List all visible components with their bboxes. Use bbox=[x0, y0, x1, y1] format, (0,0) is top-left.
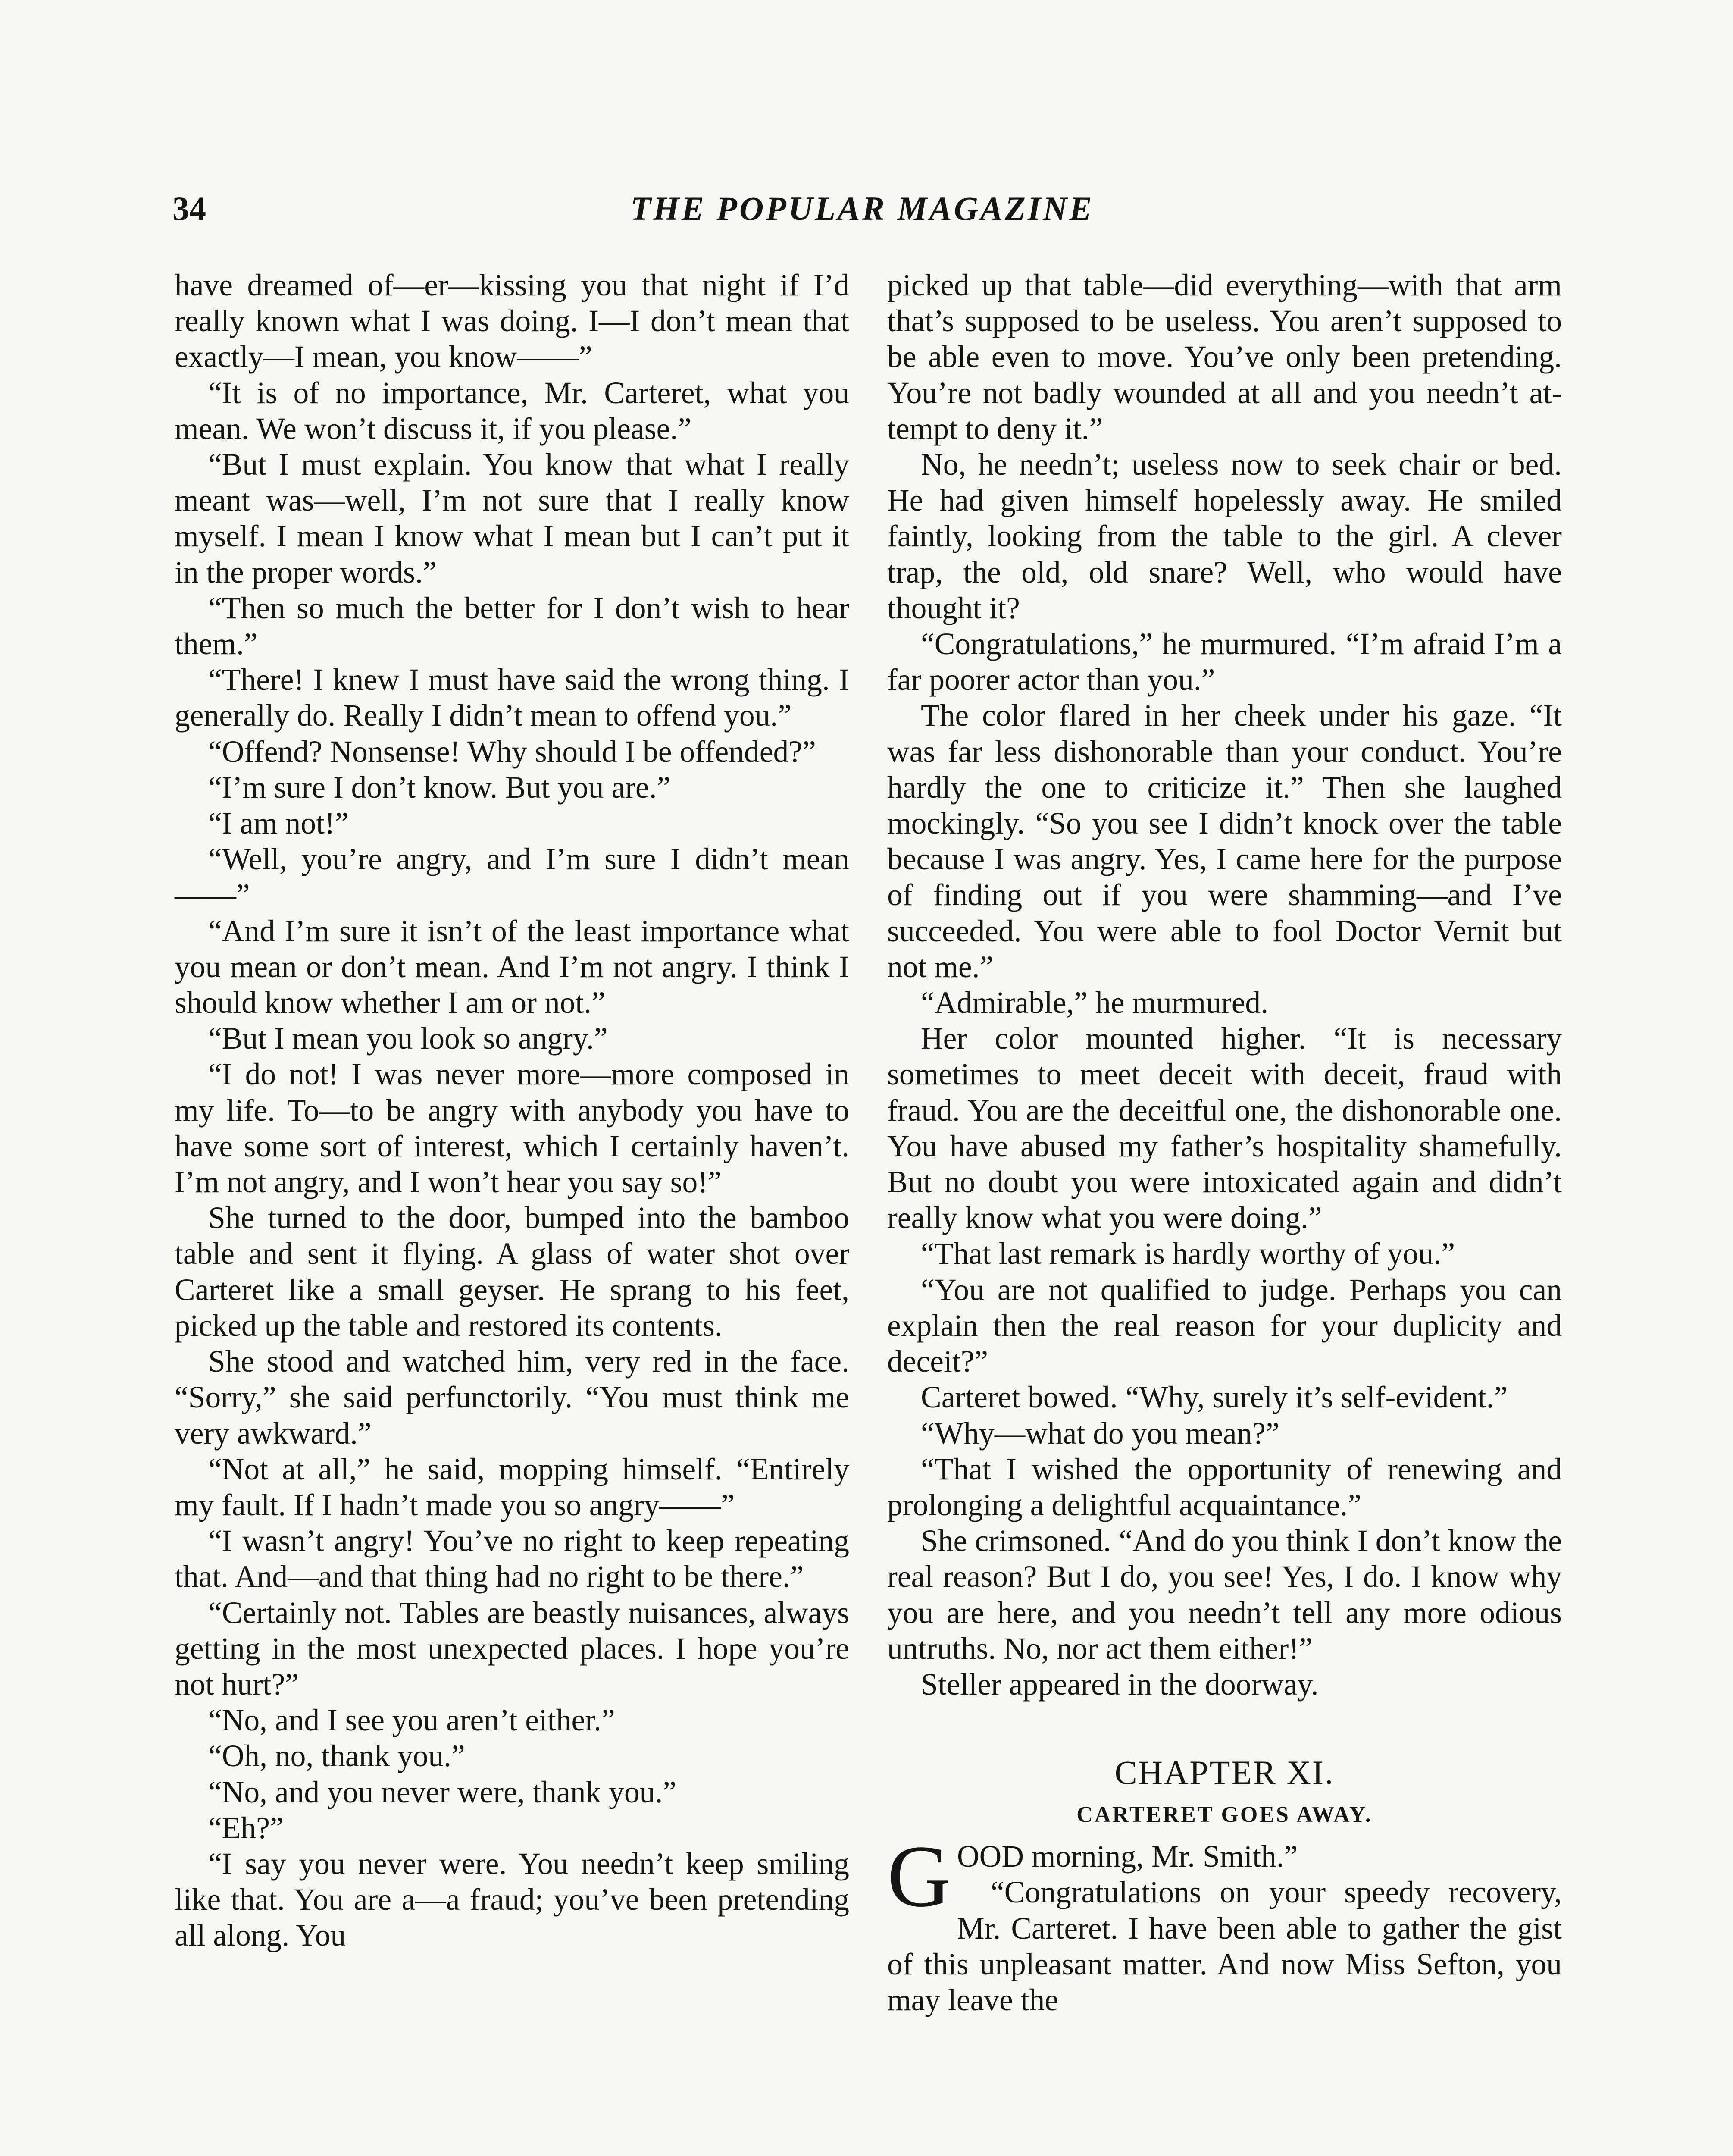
paragraph: “It is of no importance, Mr. Carteret, what you mean. We won’t discuss it, if you please.” bbox=[175, 376, 849, 446]
chapter-subtitle: CARTERET GOES AWAY. bbox=[1076, 1802, 1373, 1827]
paragraph: “Why—what do you mean?” bbox=[921, 1416, 1279, 1451]
paragraph: “I do not! I was never more—more composed in my life. To—to be angry with anybody you have to have some sort of interest, which I certainly haven’t. I’m not angry, and I won’t hear you say so!” bbox=[175, 1057, 849, 1200]
paragraph: “Not at all,” he said, mopping himself. “Entirely my fault. If I hadn’t made you so angry——” bbox=[175, 1452, 849, 1522]
paragraph: The color flared in her cheek under his gaze. “It was far less dishonorable than your conduct. You’re hardly the one to criticize it.” Then she laughed mockingly. “So you see I didn’t knock over the table because I was angry. Yes, I came here for the purpose of finding out if you were shamming—and I’ve succeeded. You were able to fool Doctor Vernit but not me.” bbox=[887, 699, 1562, 984]
paragraph: She crimsoned. “And do you think I don’t know the real reason? But I do, you see! Yes, I do. I know why you are here, and you needn’t tell any more odious untruths. No, nor act them either!” bbox=[887, 1524, 1562, 1666]
right-column bbox=[887, 267, 1562, 2018]
paragraph: Steller appeared in the doorway. bbox=[921, 1667, 1319, 1702]
paragraph: “Oh, no, thank you.” bbox=[208, 1739, 465, 1774]
paragraph: “I say you never were. You needn’t keep smiling like that. You are a—a fraud; you’ve been pretending all along. You bbox=[175, 1846, 849, 1953]
paragraph: “Offend? Nonsense! Why should I be offended?” bbox=[208, 734, 816, 769]
paragraph: “Certainly not. Tables are beastly nuisances, always getting in the most unexpected places. I hope you’re not hurt?” bbox=[175, 1595, 849, 1702]
paragraph: “Congratulations on your speedy recovery, Mr. Carteret. I have been able to gather the gist of this unpleasant matter. And now Miss Sefton, you may leave the bbox=[887, 1875, 1562, 2017]
drop-cap: G bbox=[887, 1827, 951, 1926]
page-number: 34 bbox=[172, 190, 206, 227]
paragraph: “Well, you’re angry, and I’m sure I didn’t mean——” bbox=[175, 842, 849, 912]
paragraph: “That last remark is hardly worthy of you.” bbox=[921, 1237, 1455, 1271]
chapter-heading: CHAPTER XI. bbox=[1114, 1754, 1335, 1792]
paragraph: “Then so much the better for I don’t wish to hear them.” bbox=[175, 591, 849, 661]
paragraph: “I’m sure I don’t know. But you are.” bbox=[208, 770, 671, 805]
paragraph: “Congratulations,” he murmured. “I’m afraid I’m a far poorer actor than you.” bbox=[887, 627, 1562, 697]
paragraph: Her color mounted higher. “It is necessary sometimes to meet deceit with deceit, fraud with fraud. You are the deceitful one, the dishonorable one. You have abused my father’s hospitality shamefully. But no doubt you were intoxicated again and didn’t really know what you were doing.” bbox=[887, 1022, 1562, 1235]
left-column bbox=[175, 267, 849, 1954]
page-header bbox=[172, 192, 1552, 244]
paragraph: “You are not qualified to judge. Perhaps you can explain then the real reason for your duplicity and deceit?” bbox=[887, 1272, 1562, 1379]
paragraph: “But I must explain. You know that what I really meant was—well, I’m not sure that I really know myself. I mean I know what I mean but I can’t put it in the proper words.” bbox=[175, 448, 849, 589]
paragraph: picked up that table—did everything—with that arm that’s supposed to be useless. You aren’t supposed to be able even to move. You’ve only been pretending. You’re not badly wounded at all and you needn’t attempt to deny it.” bbox=[887, 268, 1562, 446]
opening-text: OOD morning, Mr. Smith.” bbox=[957, 1839, 1298, 1874]
paragraph: “That I wished the opportunity of renewing and prolonging a delightful acquaintance.” bbox=[887, 1452, 1562, 1522]
paragraph: No, he needn’t; useless now to seek chair or bed. He had given himself hopelessly away. He smiled faintly, looking from the table to the girl. A clever trap, the old, old snare? Well, who would have thought it? bbox=[887, 448, 1562, 625]
paragraph: “No, and I see you aren’t either.” bbox=[208, 1703, 615, 1738]
paragraph: “And I’m sure it isn’t of the least importance what you mean or don’t mean. And I’m not angry. I think I should know whether I am or not.” bbox=[175, 914, 849, 1020]
paragraph: “But I mean you look so angry.” bbox=[208, 1022, 608, 1056]
paragraph: She turned to the door, bumped into the bamboo table and sent it flying. A glass of water shot over Carteret like a small geyser. He sprang to his feet, picked up the table and restored its contents. bbox=[175, 1201, 849, 1343]
paragraph: Carteret bowed. “Why, surely it’s self-evident.” bbox=[921, 1380, 1508, 1415]
paragraph: “There! I knew I must have said the wrong thing. I generally do. Really I didn’t mean to offend you.” bbox=[175, 663, 849, 733]
paragraph: “Admirable,” he murmured. bbox=[921, 986, 1269, 1020]
paragraph: “Eh?” bbox=[208, 1811, 284, 1845]
paragraph: “I am not!” bbox=[208, 806, 349, 841]
paragraph: have dreamed of—er—kissing you that night if I’d really known what I was doing. I—I don’t mean that exactly—I mean, you know——” bbox=[175, 268, 849, 374]
paragraph: “I wasn’t angry! You’ve no right to keep repeating that. And—and that thing had no right to be there.” bbox=[175, 1524, 849, 1594]
paragraph: She stood and watched him, very red in the face. “Sorry,” she said perfunctorily. “You must think me very awkward.” bbox=[175, 1344, 849, 1451]
paragraph: “No, and you never were, thank you.” bbox=[208, 1775, 677, 1809]
running-title: THE POPULAR MAGAZINE bbox=[630, 190, 1094, 227]
chapter-opening-paragraph bbox=[887, 1827, 1562, 1926]
